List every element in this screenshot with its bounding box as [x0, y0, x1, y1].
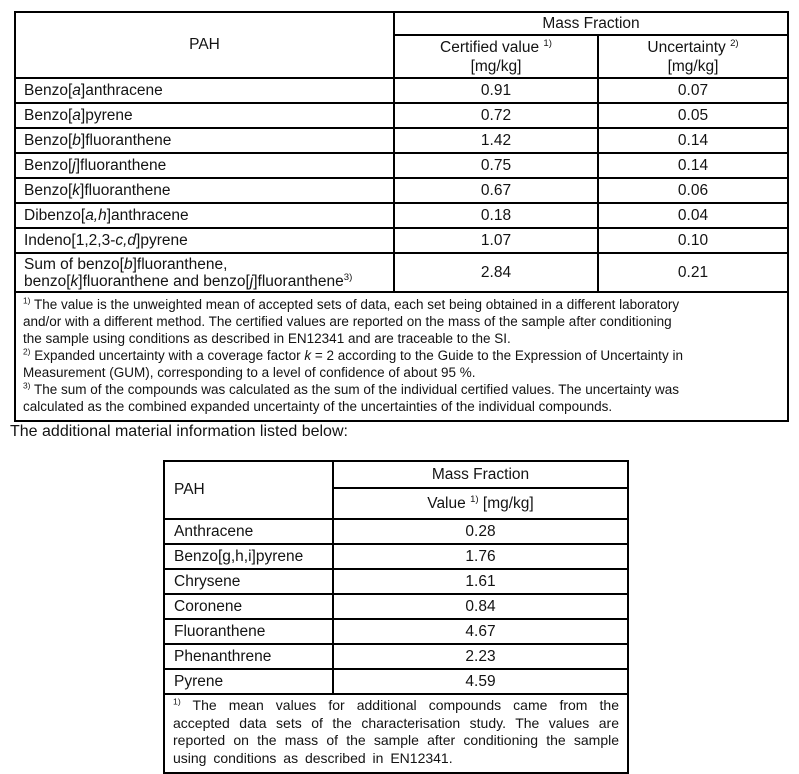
certified-values-table [14, 11, 789, 422]
value: 1.76 [333, 544, 628, 569]
pah-name: Benzo[g,h,i]pyrene [164, 544, 333, 569]
pah-name: Dibenzo[a,h]anthracene [15, 203, 394, 228]
footnotes-cell [164, 694, 628, 773]
pah-name: Benzo[j]fluoranthene [15, 153, 394, 178]
pah-name: Indeno[1,2,3-c,d]pyrene [15, 228, 394, 253]
table-row [164, 519, 628, 544]
uncertainty-value: 0.04 [598, 203, 788, 228]
pah-name: Phenanthrene [164, 644, 333, 669]
value: 2.23 [333, 644, 628, 669]
table-row-sum [15, 253, 788, 292]
certified-value: 1.42 [394, 128, 598, 153]
value: 4.59 [333, 669, 628, 694]
table-row [15, 128, 788, 153]
certified-value-column-header: Certified value $^{1)}$ [mg/kg] [394, 35, 598, 78]
pah-name: Sum of benzo[b]fluoranthene, benzo[k]fluoranthene and benzo[j]fluoranthene$^{3)}$ [15, 253, 394, 292]
footnote-1: $^{1)}$ The mean values for additional compounds came from the accepted data sets of the characterisation study. The values are reported on the mass of the sample after conditioning the sample using conditions as described in EN12341. [173, 696, 619, 766]
uncertainty-value: 0.06 [598, 178, 788, 203]
uncertainty-value: 0.05 [598, 103, 788, 128]
table-row [15, 153, 788, 178]
pah-column-header: PAH [15, 12, 394, 78]
pah-name: Anthracene [164, 519, 333, 544]
footnote-3: $^{3)}$ The sum of the compounds was calculated as the sum of the individual certified values. The uncertainty was calculated as the combined expanded uncertainty of the uncertainties of the individual compounds. [23, 380, 680, 414]
footnotes-row [15, 292, 788, 421]
pah-name: Chrysene [164, 569, 333, 594]
table-row [15, 228, 788, 253]
table-row [164, 544, 628, 569]
pah-name: Fluoranthene [164, 619, 333, 644]
uncertainty-value: 0.10 [598, 228, 788, 253]
additional-values-table [163, 460, 629, 774]
table-row [164, 644, 628, 669]
footnote-1: $^{1)}$ The value is the unweighted mean of accepted sets of data, each set being obtained in a different laboratory and/or with a different method. The certified values are reported on the mass of the sample after conditioning the sample using conditions as described in EN12341 and are traceable to the SI. [23, 295, 680, 346]
pah-name: Coronene [164, 594, 333, 619]
pah-name: Benzo[a]anthracene [15, 78, 394, 103]
uncertainty-value: 0.14 [598, 153, 788, 178]
pah-column-header: PAH [164, 461, 333, 519]
certified-value: 0.91 [394, 78, 598, 103]
mass-fraction-header: Mass Fraction [394, 12, 788, 35]
uncertainty-value: 0.21 [598, 253, 788, 292]
footnote-2: $^{2)}$ Expanded uncertainty with a coverage factor k = 2 according to the Guide to the Expression of Uncertainty in Measurement (GUM), corresponding to a level of confidence of about 95 %. [23, 346, 683, 380]
value: 1.61 [333, 569, 628, 594]
value-column-header: Value $^{1)}$ [mg/kg] [333, 488, 628, 519]
uncertainty-column-header: Uncertainty $^{2)}$ [mg/kg] [598, 35, 788, 78]
certified-value: 0.72 [394, 103, 598, 128]
certified-value: 2.84 [394, 253, 598, 292]
table-header-row [15, 12, 788, 35]
pah-name: Benzo[a]pyrene [15, 103, 394, 128]
table-row [15, 78, 788, 103]
uncertainty-value: 0.07 [598, 78, 788, 103]
pah-name: Benzo[k]fluoranthene [15, 178, 394, 203]
value: 0.28 [333, 519, 628, 544]
table-header-row [164, 461, 628, 488]
table-row [15, 178, 788, 203]
table-row [15, 203, 788, 228]
mass-fraction-header: Mass Fraction [333, 461, 628, 488]
footnotes-cell [15, 292, 788, 421]
uncertainty-value: 0.14 [598, 128, 788, 153]
value: 4.67 [333, 619, 628, 644]
certified-value: 0.67 [394, 178, 598, 203]
pah-name: Benzo[b]fluoranthene [15, 128, 394, 153]
certified-value: 0.18 [394, 203, 598, 228]
table-row [15, 103, 788, 128]
intro-text: The additional material information listed below: [10, 423, 348, 440]
value: 0.84 [333, 594, 628, 619]
table-row [164, 669, 628, 694]
certified-value: 0.75 [394, 153, 598, 178]
table-row [164, 594, 628, 619]
footnotes-row [164, 694, 628, 773]
certified-value: 1.07 [394, 228, 598, 253]
table-row [164, 619, 628, 644]
pah-name: Pyrene [164, 669, 333, 694]
table-row [164, 569, 628, 594]
